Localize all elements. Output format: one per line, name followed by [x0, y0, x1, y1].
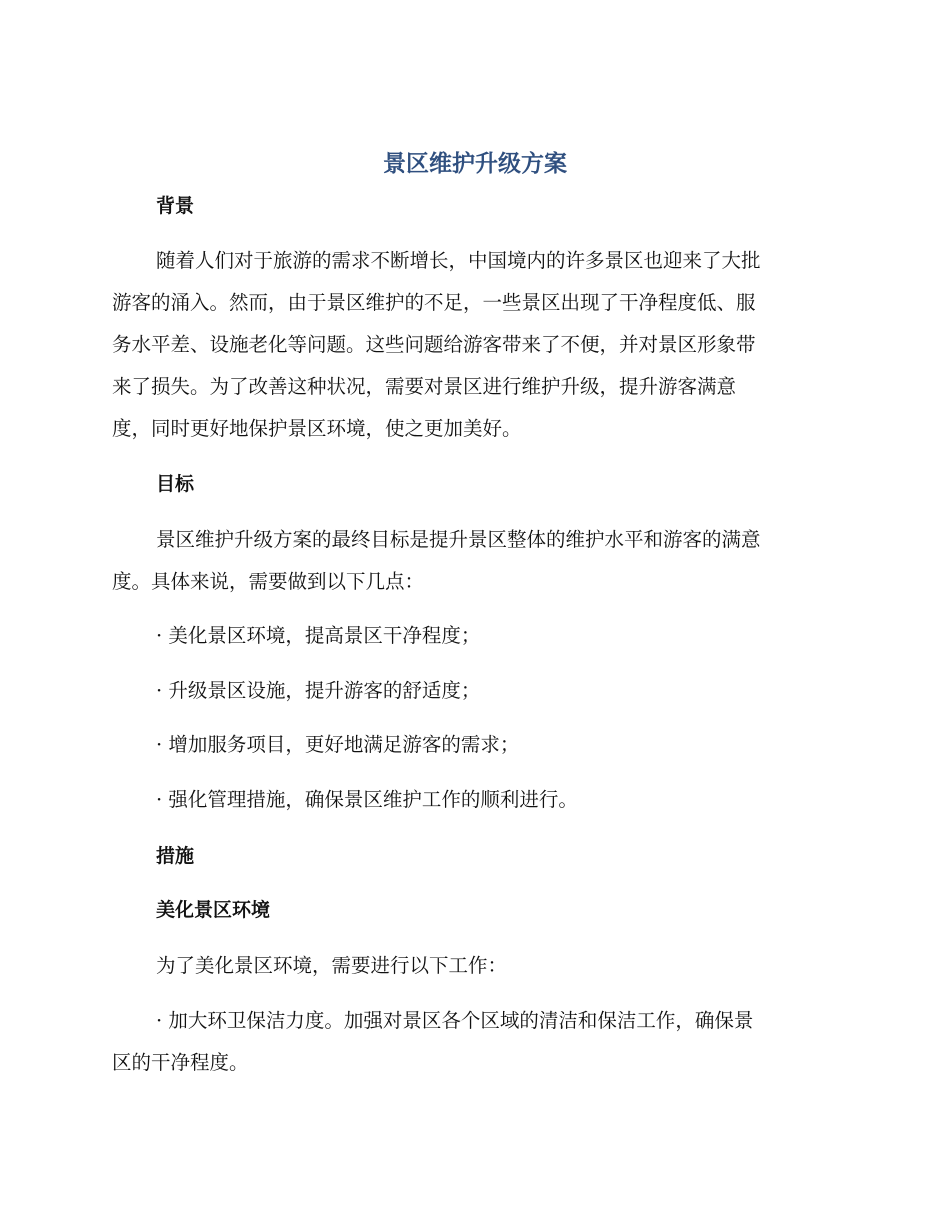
paragraph-line: 来了损失。为了改善这种状况，需要对景区进行维护升级，提升游客满意: [112, 375, 737, 398]
subsection-heading-beautify: 美化景区环境: [156, 899, 271, 921]
section-heading-background: 背景: [156, 195, 195, 217]
goal-bullet-item: · 强化管理措施，确保景区维护工作的顺利进行。: [156, 788, 578, 811]
goal-paragraph: [112, 519, 832, 603]
paragraph-line: 随着人们对于旅游的需求不断增长，中国境内的许多景区也迎来了大批: [156, 249, 761, 272]
goal-bullet-item: · 增加服务项目，更好地满足游客的需求；: [156, 733, 520, 756]
measures-bullet-paragraph: [112, 1000, 832, 1084]
document-title: 景区维护升级方案: [383, 151, 567, 177]
paragraph-line: 度，同时更好地保护景区环境，使之更加美好。: [112, 417, 522, 440]
paragraph-line: 游客的涌入。然而，由于景区维护的不足，一些景区出现了干净程度低、服: [112, 291, 756, 314]
goal-bullet-item: · 美化景区环境，提高景区干净程度；: [156, 624, 481, 647]
background-paragraph: [112, 240, 832, 450]
paragraph-line: 度。具体来说，需要做到以下几点：: [112, 570, 425, 593]
paragraph-line: 务水平差、设施老化等问题。这些问题给游客带来了不便，并对景区形象带: [112, 333, 756, 356]
paragraph-line: 区的干净程度。: [112, 1051, 249, 1074]
measures-intro-text: 为了美化景区环境，需要进行以下工作：: [156, 954, 508, 977]
section-heading-measures: 措施: [156, 845, 195, 867]
section-heading-goal: 目标: [156, 473, 195, 495]
paragraph-line: · 加大环卫保洁力度。加强对景区各个区域的清洁和保洁工作，确保景: [156, 1009, 754, 1032]
paragraph-line: 景区维护升级方案的最终目标是提升景区整体的维护水平和游客的满意: [156, 528, 761, 551]
goal-bullet-item: · 升级景区设施，提升游客的舒适度；: [156, 679, 481, 702]
